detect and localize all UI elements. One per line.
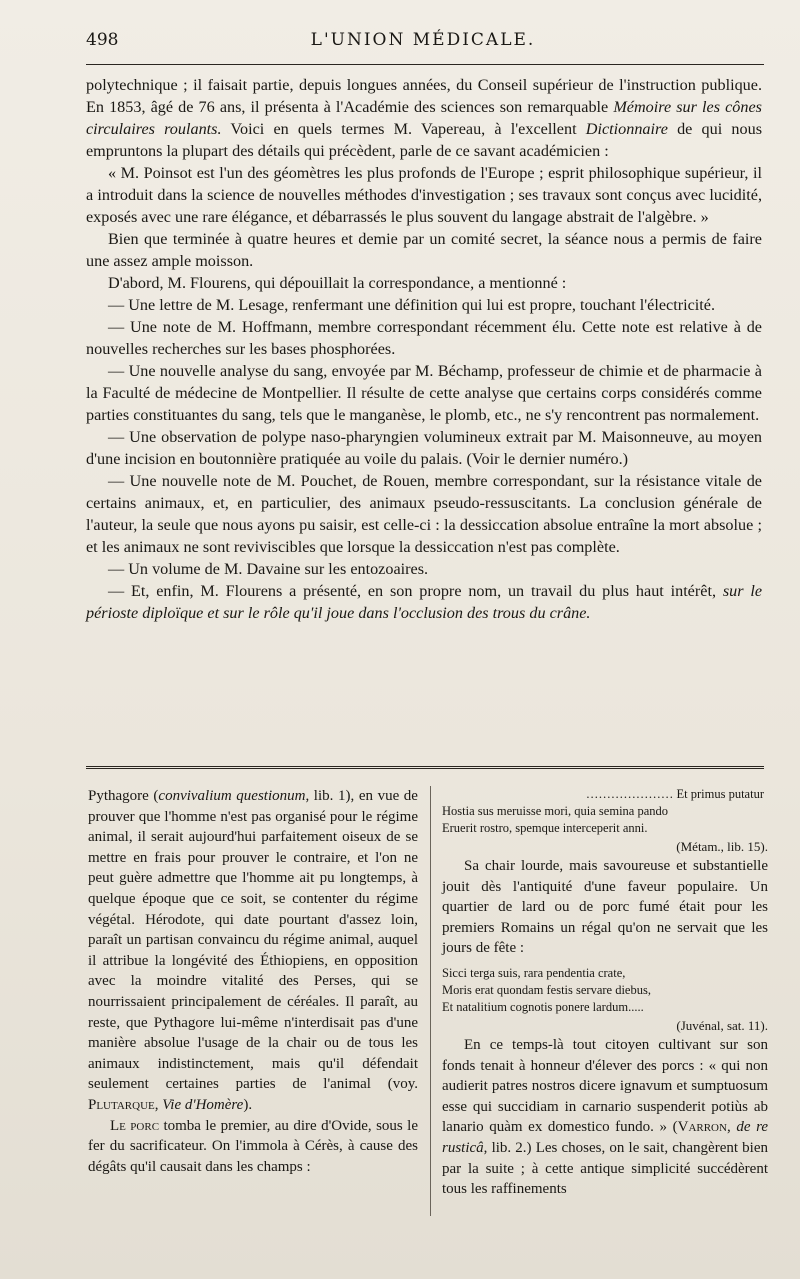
dictionary-title: Dictionnaire xyxy=(585,120,668,138)
header-rule xyxy=(86,64,764,65)
list-item: — Une lettre de M. Lesage, renfermant une définition qui lui est propre, touchant l'électricité. xyxy=(108,296,716,314)
text-run: , lib. 1), en vue de prouver que l'homme n'est pas organisé pour le régime animal, il serait aujourd'hui parfaitement oiseux de se mettre en frais pour prouver le contraire, et l'on ne peut guère admettre que l'homme ait pu longtemps, à quelque époque que ce soit, se contenter du régime végétal. Hérodote, qui date pourtant d'assez loin, paraît un partisan convaincu du régime animal, auquel il attribue la longévité des Éthiopiens, en opposition avec la moindre vitalité des Perses, qui se nourrissaient principalement de céréales. Il paraît, au reste, que Pythagore lui-même n'interdisait pas d'une manière absolue l'usage de la chair ou de tous les animaux indistinctement, mais qu'il défendait seulement certaines parties de l'animal (voy. xyxy=(88,788,418,1093)
work-title: de re rusticâ xyxy=(442,1119,769,1156)
list-item: — Une observation de polype naso-pharyngien volumineux extrait par M. Maisonneuve, au moyen d'une incision en boutonnière pratiquée au voile du palais. (Voir le dernier numéro.) xyxy=(86,428,762,468)
main-text xyxy=(86,74,762,624)
work-title: sur le périoste diploïque et sur le rôle qu'il joue dans l'occlusion des trous du crâne. xyxy=(86,582,762,622)
paragraph xyxy=(88,786,418,1116)
feuilleton-right-column xyxy=(442,786,768,1200)
author-name: Varron xyxy=(677,1119,727,1136)
verse-line: Et natalitium cognotis ponere lardum..... xyxy=(442,999,644,1014)
topic-heading: Le porc xyxy=(110,1117,160,1134)
text-run: , lib. 2.) Les choses, on le sait, changèrent bien par la suite ; à cette antique simplicité succédèrent tous les raffinements xyxy=(442,1139,768,1198)
list-item xyxy=(86,580,762,624)
paragraph xyxy=(86,74,762,162)
section-divider xyxy=(86,766,764,772)
text-run: En ce temps-là tout citoyen cultivant sur son fonds tenait à honneur d'élever des porcs : « qui non audierit patres nostros dicere ignavum et sumptuosum esse qui succidiam in carnario suspenderit potiùs ab lanario quàm ex domestico fundo. » ( xyxy=(442,1036,768,1136)
feuilleton-left-column xyxy=(88,786,418,1177)
text-run: Pythagore ( xyxy=(88,788,159,804)
list-item: — Une note de M. Hoffmann, membre correspondant récemment élu. Cette note est relative à de nouvelles recherches sur les bases phosphorées. xyxy=(86,318,762,358)
paragraph: D'abord, M. Flourens, qui dépouillait la correspondance, a mentionné : xyxy=(108,274,567,292)
text-run: , xyxy=(154,1096,163,1113)
citation: (Métam., lib. 15). xyxy=(676,839,768,854)
paragraph xyxy=(88,1116,418,1178)
verse-line: ………………… Et primus putatur xyxy=(585,787,764,801)
text-run: ). xyxy=(243,1096,253,1113)
list-item: — Un volume de M. Davaine sur les entozoaires. xyxy=(108,560,429,578)
running-title: L'UNION MÉDICALE. xyxy=(310,30,536,50)
paragraph xyxy=(442,1035,768,1200)
list-item: — Une nouvelle note de M. Pouchet, de Rouen, membre correspondant, sur la résistance vitale de certains animaux, et, en particulier, des animaux pseudo-ressuscitants. La conclusion générale de l'auteur, la seule que nous ayons pu saisir, est celle-ci : la dessiccation absolue entraîne la mort absolue ; et les animaux ne sont reviviscibles que lorsque la dessiccation n'est pas complète. xyxy=(86,472,762,556)
paragraph: Bien que terminée à quatre heures et demie par un comité secret, la séance nous a permis de faire une assez ample moisson. xyxy=(86,230,762,270)
page-number: 498 xyxy=(86,30,119,50)
verse-line: Sicci terga suis, rara pendentia crate, xyxy=(442,965,626,980)
verse-line: Hostia sus meruisse mori, quia semina pando xyxy=(442,804,669,818)
list-item: — Une nouvelle analyse du sang, envoyée par M. Béchamp, professeur de chimie et de pharmacie à la Faculté de médecine de Montpellier. Il résulte de cette analyse que certains corps considérés comme parties constituantes du sang, tels que le manganèse, le plomb, etc., ne s'y rencontrent pas normalement. xyxy=(86,362,762,424)
citation: (Juvénal, sat. 11). xyxy=(676,1017,768,1033)
verse-line: Moris erat quondam festis servare diebus, xyxy=(442,982,651,997)
memoir-title: Mémoire sur les cônes circulaires roulants. xyxy=(86,98,762,138)
column-divider xyxy=(430,786,431,1216)
text-run: Voici en quels termes M. Vapereau, à l'excellent xyxy=(221,120,586,138)
text-run: tomba le premier, au dire d'Ovide, sous le fer du sacrificateur. On l'immola à Cérès, à cause des dégâts qu'il causait dans les champs : xyxy=(88,1117,418,1175)
author-name: Plutarque xyxy=(88,1096,155,1113)
work-title: convivalium questionum xyxy=(158,788,306,804)
paragraph: Sa chair lourde, mais savoureuse et substantielle jouit dès l'antiquité d'une faveur populaire. Un quartier de lard ou de porc fumé était pour les premiers Romains un régal qu'on ne servait que les jours de fête : xyxy=(442,858,768,957)
text-run: — Et, enfin, M. Flourens a présenté, en son propre nom, un travail du plus haut intérêt, xyxy=(108,582,723,600)
text-run: de qui nous empruntons la plupart des détails qui précèdent, parle de ce savant académicien : xyxy=(86,120,762,160)
page-header xyxy=(86,28,760,54)
text-run: , xyxy=(726,1119,737,1136)
verse-line: Eruerit rostro, spemque interceperit anni. xyxy=(442,821,648,835)
quote-paragraph: « M. Poinsot est l'un des géomètres les plus profonds de l'Europe ; esprit philosophique supérieur, il a introduit dans la science de nouvelles méthodes d'investigation ; ses travaux sont conçus avec lucidité, exposés avec une rare élégance, et débarrassés le plus souvent du langage abstrait de l'algèbre. » xyxy=(86,164,762,226)
text-run: polytechnique ; il faisait partie, depuis longues années, du Conseil supérieur de l'instruction publique. En 1853, âgé de 76 ans, il présenta à l'Académie des sciences son remarquable xyxy=(86,76,762,116)
work-title: Vie d'Homère xyxy=(162,1096,244,1113)
